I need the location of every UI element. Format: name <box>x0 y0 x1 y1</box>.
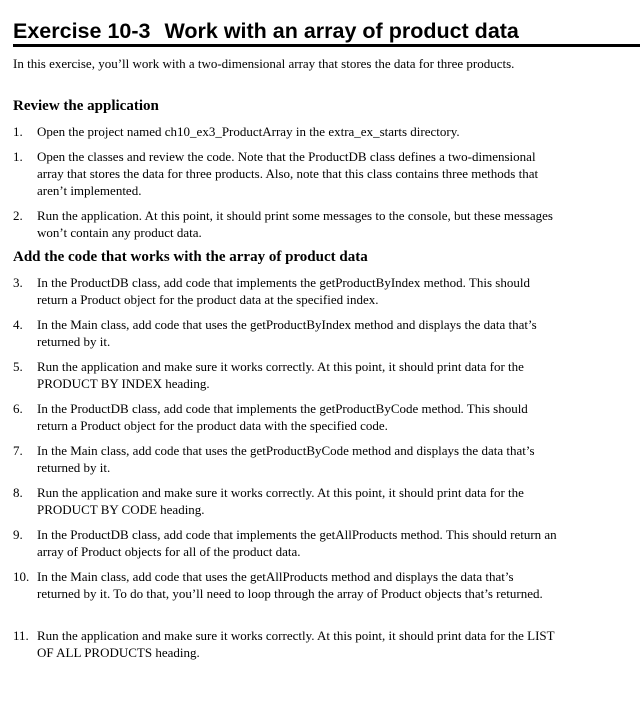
step-number: 1. <box>13 149 23 164</box>
step-number: 6. <box>13 401 23 416</box>
step-number: 4. <box>13 317 23 332</box>
section-heading-add-code: Add the code that works with the array of product data <box>13 249 368 265</box>
step-number: 10. <box>13 569 30 584</box>
step-number: 1. <box>13 124 23 139</box>
step-item <box>13 274 558 308</box>
step-item <box>13 123 558 140</box>
step-text: Open the classes and review the code. Note that the ProductDB class defines a two-dimensional array that stores the data for three products. Also, note that this class contains three methods that aren’t implemented. <box>37 149 539 198</box>
step-text: In the Main class, add code that uses the getAllProducts method and displays the data that’s returned by it. To do that, you’ll need to loop through the array of Product objects that’s returned. <box>37 569 543 601</box>
step-number: 7. <box>13 443 23 458</box>
step-item <box>13 484 558 518</box>
step-text: Run the application and make sure it works correctly. At this point, it should print data for the PRODUCT BY CODE heading. <box>37 485 524 517</box>
step-text: In the ProductDB class, add code that implements the getProductByIndex method. This should return a Product object for the product data at the specified index. <box>37 275 530 307</box>
exercise-number: Exercise 10-3 <box>13 19 151 43</box>
title-rule <box>13 44 640 47</box>
exercise-title <box>13 18 519 44</box>
exercise-title-text: Work with an array of product data <box>164 19 519 43</box>
intro-paragraph: In this exercise, you’ll work with a two-dimensional array that stores the data for three products. <box>13 56 515 71</box>
step-number: 9. <box>13 527 23 542</box>
step-number: 2. <box>13 208 23 223</box>
step-number: 8. <box>13 485 23 500</box>
step-item <box>13 627 558 661</box>
section-heading-review: Review the application <box>13 98 159 114</box>
step-text: In the ProductDB class, add code that implements the getAllProducts method. This should return an array of Product objects for all of the product data. <box>37 527 557 559</box>
step-item <box>13 358 558 392</box>
step-item <box>13 316 558 350</box>
step-text: Run the application. At this point, it should print some messages to the console, but these messages won’t contain any product data. <box>37 208 553 240</box>
step-text: In the ProductDB class, add code that implements the getProductByCode method. This should return a Product object for the product data with the specified code. <box>37 401 528 433</box>
step-text: Open the project named ch10_ex3_ProductArray in the extra_ex_starts directory. <box>37 124 460 139</box>
step-item <box>13 442 558 476</box>
step-item <box>13 526 558 560</box>
step-item <box>13 148 558 199</box>
step-text: Run the application and make sure it works correctly. At this point, it should print data for the LIST OF ALL PRODUCTS heading. <box>37 628 555 660</box>
step-item <box>13 207 558 241</box>
step-item <box>13 400 558 434</box>
step-text: Run the application and make sure it works correctly. At this point, it should print data for the PRODUCT BY INDEX heading. <box>37 359 524 391</box>
step-item <box>13 568 558 602</box>
step-number: 5. <box>13 359 23 374</box>
step-number: 11. <box>13 628 29 643</box>
step-text: In the Main class, add code that uses the getProductByCode method and displays the data that’s returned by it. <box>37 443 535 475</box>
step-text: In the Main class, add code that uses the getProductByIndex method and displays the data that’s returned by it. <box>37 317 537 349</box>
step-number: 3. <box>13 275 23 290</box>
